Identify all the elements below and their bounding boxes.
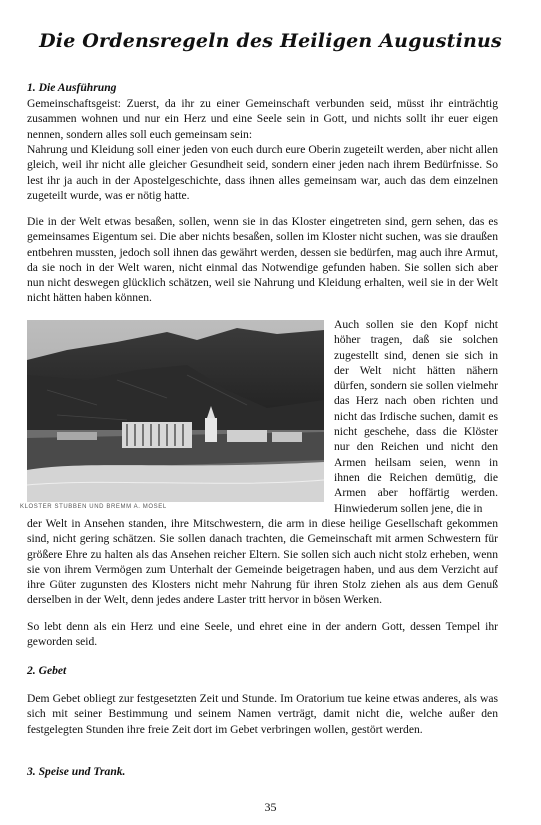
paragraph: Die in der Welt etwas besaßen, sollen, wenn sie in das Kloster eingetreten sind, gern sehen, das es gemeinsames Eigentum sei. Die aber nichts besaßen, sollen im Kloster nicht suchen, was sie draußen entbehren mussten, jedoch soll ihnen das gewährt werden, dessen sie bedürfen, mag auch ihre Armut, da sie noch in der Welt waren, nicht einmal das Notwendige gefunden haben. Sie sollen sich aber nun nicht deswegen glücklich schätzen, weil sie Nahrung und Kleidung erhalten, weil sie in der Welt nicht hätten haben können. <box>27 215 498 305</box>
page-number: 35 <box>264 800 277 814</box>
paragraph: Nahrung und Kleidung soll einer jeden von euch durch eure Oberin zugeteilt werden, aber nicht allen gleich, weil ihr nicht alle gleicher Gesundheit seid, sondern einer jeden nach ihrem Bedürfnisse. So lest ihr ja auch in der Apostelgeschichte, dass ihnen alles gemeinsam war, auch das dem einzelnen zugeteilt wurde, was er nötig hatte. <box>27 143 498 202</box>
section-1-side-paragraph <box>334 317 498 516</box>
paragraph: Gemeinschaftsgeist: Zuerst, da ihr zu einer Gemeinschaft verbunden seid, müsst ihr einträchtig zusammen wohnen und nur ein Herz und eine Seele sein in Gott, und nichts sollt ihr euer eigen nennen, sondern alles soll euch gemeinsam sein: <box>27 97 498 141</box>
monastery-photo <box>27 320 324 523</box>
section-1-paragraph-2 <box>27 142 498 203</box>
section-1 <box>27 80 498 95</box>
section-1-paragraph-1 <box>27 96 498 142</box>
section-1-paragraph-4 <box>27 516 498 608</box>
section-2-paragraph-1 <box>27 691 498 737</box>
section-2-heading: 2. Gebet <box>27 664 67 677</box>
paragraph: So lebt denn als ein Herz und eine Seele, und ehret eine in der andern Gott, dessen Tempel ihr geworden seid. <box>27 620 498 649</box>
paragraph: Dem Gebet obliegt zur festgesetzten Zeit und Stunde. Im Oratorium tue keine etwas anderes, als was sich mit seiner Bestimmung und seinem Namen verträgt, damit nicht die, welche außer den festgelegten Stunden ihre freie Zeit dort im Gebet verbringen wollen, gestört werden. <box>27 692 498 736</box>
section-1-paragraph-5 <box>27 619 498 650</box>
section-1-heading: 1. Die Ausführung <box>27 81 117 94</box>
landscape-image <box>27 320 324 502</box>
paragraph: der Welt in Ansehen standen, ihre Mitschwestern, die arm in diese heilige Gesellschaft gekommen sind, nicht gering schätzen. Sie sollen danach trachten, die Gemeinschaft mit armen Schwestern für größere Ehre zu halten als das Ansehen reicher Eltern. Sie sollen sich auch nicht stolz erheben, wenn sie von ihrem Vermögen zum Unterhalt der Gemeinde beigetragen haben, und aus dem Verzicht auf ihre Güter zugunsten des Klosters nicht mehr Nahrung für ihren Stolz ziehen als aus dem Genuß derselben in der Welt, denn jedes andere Laster tritt hervor in bösen Werken. <box>27 517 498 607</box>
paragraph: Auch sollen sie den Kopf nicht höher tragen, daß sie solchen zugestellt sind, denen sie sich in der Welt nicht hätten nähern dürfen, sondern sie sollen vielmehr das Herz nach oben richten und nicht das Irdische suchen, damit es nicht geschehe, dass die Klöster nur den Reichen und nicht den Armen heilsam seien, wenn in ihnen die Reichen demütig, die Armen aber hoffärtig werden. Hinwiederum sollen jene, die in <box>334 318 498 515</box>
section-2 <box>27 663 498 678</box>
section-3 <box>27 764 498 779</box>
page-title: Die Ordensregeln des Heiligen Augustinus <box>39 30 502 52</box>
section-3-heading: 3. Speise und Trank. <box>27 765 126 778</box>
photo-caption: KLOSTER STUBBEN UND BREMM A. MOSEL <box>20 504 167 510</box>
section-1-paragraph-3 <box>27 214 498 306</box>
